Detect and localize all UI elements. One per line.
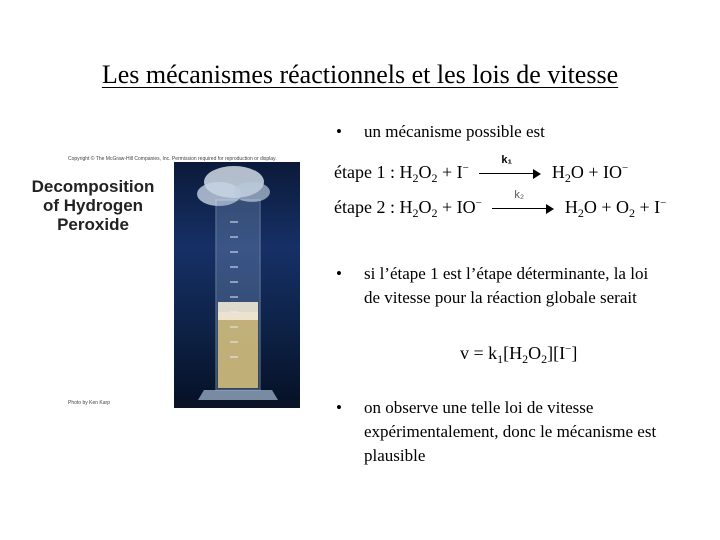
rate-constant-k2: k₂ <box>514 188 525 201</box>
table-surface <box>174 400 300 408</box>
rate-law: $v = k_1[H_2O_2][I^-]$ <box>460 343 578 366</box>
graduated-cylinder-illustration <box>174 162 300 408</box>
foam-column <box>218 312 258 388</box>
bullet-marker: • <box>336 122 342 141</box>
foam-top <box>218 302 258 320</box>
photo-caption <box>18 177 168 234</box>
equation-step-1: étape 1 : $H_2O_2 + I^-$ k₁ $H_2O + IO^-$ <box>334 153 629 185</box>
reaction-arrow-icon <box>492 188 554 214</box>
bullet-marker: • <box>336 264 342 283</box>
hydrogen-peroxide-photo-panel <box>31 150 300 408</box>
caption-line-2: of Hydrogen <box>42 196 144 215</box>
rate-constant-k1: k₁ <box>501 153 513 166</box>
bullet-text: on observe une telle loi de vitesse expérimentalement, donc le mécanisme est plausible <box>364 398 657 465</box>
cylinder-base <box>198 390 278 400</box>
equation-step-2: étape 2 : $H_2O_2 + IO^-$ k₂ $H_2O + O_2 + I^-$ <box>334 188 667 220</box>
step-2-label: étape 2 : <box>334 197 395 217</box>
bullet-text: si l’étape 1 est l’étape déterminante, la loi de vitesse pour la réaction globale serait <box>364 264 649 307</box>
copyright-notice: Copyright © The McGraw-Hill Companies, Inc. Permission required for reproduction or display. <box>68 156 277 162</box>
slide-title: Les mécanismes réactionnels et les lois de vitesse <box>101 60 619 89</box>
caption-line-3: Peroxide <box>57 215 129 234</box>
steam-cloud <box>234 182 270 202</box>
graduated-cylinder-image <box>174 162 300 408</box>
photo-credit: Photo by Ken Karp <box>68 400 110 406</box>
reaction-arrow-icon <box>479 153 541 179</box>
step-1-label: étape 1 : <box>334 162 395 182</box>
caption-line-1: Decomposition <box>31 177 155 196</box>
bullet-marker: • <box>336 398 342 417</box>
bullet-text: un mécanisme possible est <box>364 122 545 141</box>
